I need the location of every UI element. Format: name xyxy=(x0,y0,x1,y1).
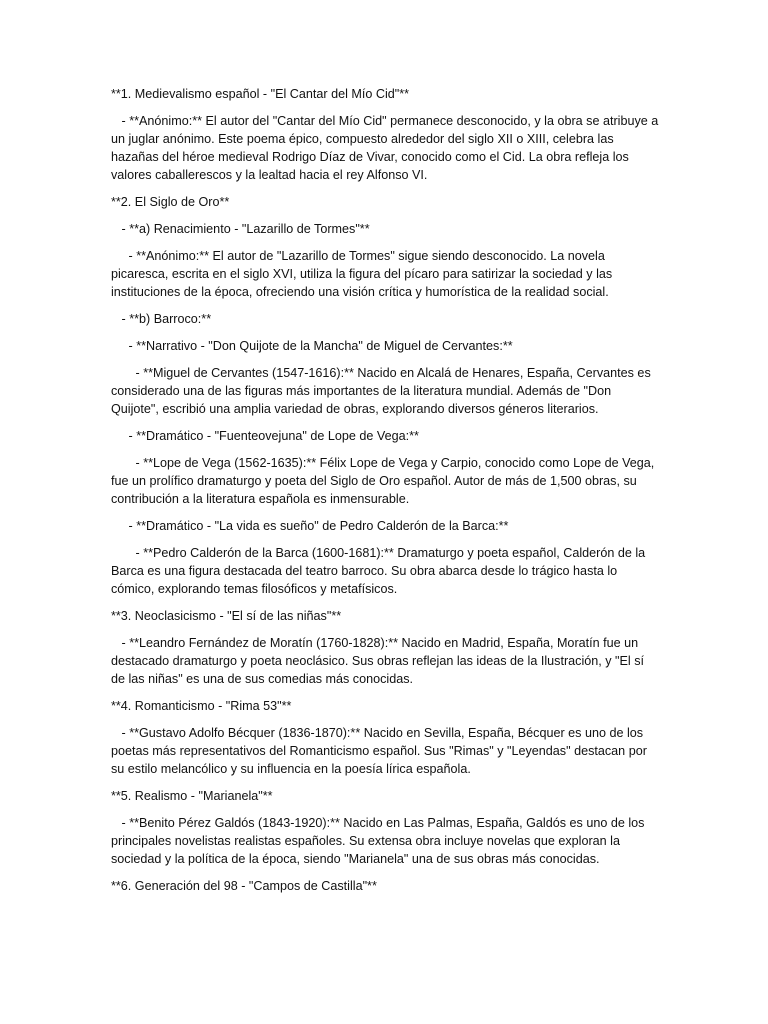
document-body xyxy=(111,85,662,904)
subheading-narrativo-quijote: - **Narrativo - "Don Quijote de la Mancha" de Miguel de Cervantes:** xyxy=(111,339,513,353)
subheading-dramatico-vida-es-sueno: - **Dramático - "La vida es sueño" de Pedro Calderón de la Barca:** xyxy=(111,519,509,533)
section-heading-realismo: **5. Realismo - "Marianela"** xyxy=(111,789,273,803)
section-heading-neoclasicismo: **3. Neoclasicismo - "El sí de las niñas"** xyxy=(111,609,342,623)
paragraph-cervantes: - **Miguel de Cervantes (1547-1616):** Nacido en Alcalá de Henares, España, Cervantes es considerado una de las figuras más importantes de la literatura mundial. Además de "Don Quijote", escribió una amplia variedad de obras, explorando diversos géneros literarios. xyxy=(111,366,655,416)
paragraph-becquer: - **Gustavo Adolfo Bécquer (1836-1870):** Nacido en Sevilla, España, Bécquer es uno de los poetas más representativos del Romanticismo español. Sus "Rimas" y "Leyendas" destacan por su estilo melancólico y su influencia en la poesía lírica española. xyxy=(111,726,651,776)
paragraph-galdos: - **Benito Pérez Galdós (1843-1920):** Nacido en Las Palmas, España, Galdós es uno de los principales novelistas realistas españoles. Su extensa obra incluye novelas que exploran la sociedad y la política de la época, siendo "Marianela" una de sus obras más conocidas. xyxy=(111,816,648,866)
paragraph-lope-de-vega: - **Lope de Vega (1562-1635):** Félix Lope de Vega y Carpio, conocido como Lope de Vega, fue un prolífico dramaturgo y poeta del Siglo de Oro español. Autor de más de 1,500 obras, su contribución a la literatura española es inmensurable. xyxy=(111,456,658,506)
section-heading-romanticismo: **4. Romanticismo - "Rima 53"** xyxy=(111,699,292,713)
section-heading-generacion-98: **6. Generación del 98 - "Campos de Castilla"** xyxy=(111,879,377,893)
subheading-dramatico-fuenteovejuna: - **Dramático - "Fuenteovejuna" de Lope de Vega:** xyxy=(111,429,419,443)
subheading-barroco: - **b) Barroco:** xyxy=(111,312,212,326)
section-heading-siglo-de-oro: **2. El Siglo de Oro** xyxy=(111,195,230,209)
section-heading-medievalismo: **1. Medievalismo español - "El Cantar del Mío Cid"** xyxy=(111,87,410,101)
paragraph-lazarillo: - **Anónimo:** El autor de "Lazarillo de Tormes" sigue siendo desconocido. La novela picaresca, escrita en el siglo XVI, utiliza la figura del pícaro para satirizar la sociedad y las instituciones de la época, ofreciendo una visión crítica y humorística de la realidad social. xyxy=(111,249,616,299)
paragraph-moratin: - **Leandro Fernández de Moratín (1760-1828):** Nacido en Madrid, España, Moratín fue un destacado dramaturgo y poeta neoclásico. Sus obras reflejan las ideas de la Ilustración, y "El sí de las niñas" es una de sus comedias más conocidas. xyxy=(111,636,648,686)
subheading-renacimiento: - **a) Renacimiento - "Lazarillo de Tormes"** xyxy=(111,222,370,236)
paragraph-calderon: - **Pedro Calderón de la Barca (1600-1681):** Dramaturgo y poeta español, Calderón de la Barca es una figura destacada del teatro barroco. Su obra abarca desde lo trágico hasta lo cómico, explorando temas filosóficos y metafísicos. xyxy=(111,546,649,596)
paragraph-cantar-mio-cid: - **Anónimo:** El autor del "Cantar del Mío Cid" permanece desconocido, y la obra se atribuye a un juglar anónimo. Este poema épico, compuesto alrededor del siglo XII o XIII, celebra las hazañas del héroe medieval Rodrigo Díaz de Vivar, conocido como el Cid. La obra refleja los valores caballerescos y la lealtad hacia el rey Alfonso VI. xyxy=(111,114,662,182)
